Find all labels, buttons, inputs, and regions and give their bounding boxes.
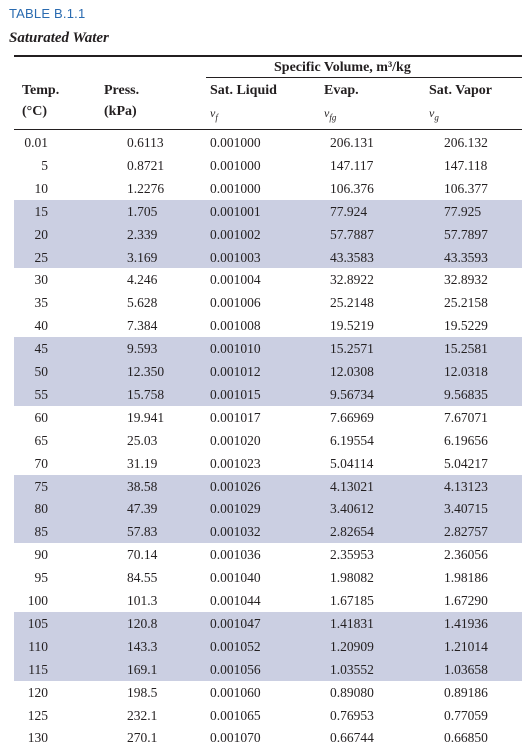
table-row xyxy=(14,315,522,337)
evap-cell: 12.0308 xyxy=(330,364,374,379)
table-row xyxy=(14,155,522,177)
sat-vapor-cell: 57.7897 xyxy=(444,226,488,242)
table-row xyxy=(14,269,522,291)
table-row xyxy=(14,407,522,429)
table-row xyxy=(14,453,522,475)
press-cell: 12.350 xyxy=(127,364,165,379)
table-row xyxy=(14,476,522,498)
press-cell: 270.1 xyxy=(127,730,158,746)
table-row xyxy=(14,361,522,383)
evap-cell: 0.76953 xyxy=(330,707,374,723)
temp-cell: 0.01 xyxy=(24,135,48,150)
table-title: Saturated Water xyxy=(9,30,109,46)
specific-volume-label: Specific Volume, m³/kg xyxy=(274,60,411,75)
temp-cell: 10 xyxy=(34,180,48,196)
evap-cell: 9.56734 xyxy=(330,386,374,402)
press-cell: 232.1 xyxy=(127,707,158,723)
press-cell: 0.8721 xyxy=(127,157,165,173)
table-row xyxy=(14,201,522,223)
table-row xyxy=(14,292,522,314)
temp-cell: 100 xyxy=(27,593,48,608)
sat-vapor-header: Sat. Vapor xyxy=(429,83,493,98)
temp-cell: 30 xyxy=(34,272,48,288)
sat-vapor-cell: 1.98186 xyxy=(444,570,488,586)
temp-cell: 50 xyxy=(34,364,48,379)
table-row xyxy=(14,567,522,589)
header-rule xyxy=(14,129,522,130)
temp-cell: 5 xyxy=(41,157,48,173)
sat-liquid-cell: 0.001000 xyxy=(210,180,261,196)
press-cell: 1.2276 xyxy=(127,180,165,196)
press-cell: 57.83 xyxy=(127,524,158,540)
table-row xyxy=(14,224,522,246)
table-row xyxy=(14,705,522,727)
sat-vapor-cell: 3.40715 xyxy=(444,501,488,517)
specific-volume-header xyxy=(274,60,411,76)
table-row xyxy=(14,636,522,658)
temp-cell: 70 xyxy=(34,455,48,471)
evap-cell: 206.131 xyxy=(330,135,374,150)
press-cell: 143.3 xyxy=(127,638,158,654)
press-cell: 2.339 xyxy=(127,226,158,242)
temp-cell: 35 xyxy=(34,295,48,311)
evap-cell: 147.117 xyxy=(330,157,374,173)
temp-cell: 105 xyxy=(27,615,48,631)
sat-liquid-header: Sat. Liquid xyxy=(210,83,277,98)
sat-vapor-cell: 43.3593 xyxy=(444,249,488,265)
temp-cell: 95 xyxy=(34,570,48,586)
sat-liquid-cell: 0.001002 xyxy=(210,226,261,242)
sat-liquid-cell: 0.001012 xyxy=(210,364,261,379)
press-cell: 120.8 xyxy=(127,615,158,631)
evap-cell: 19.5219 xyxy=(330,318,374,334)
evap-cell: 1.03552 xyxy=(330,661,374,677)
temp-cell: 115 xyxy=(28,661,48,677)
press-cell: 84.55 xyxy=(127,570,158,586)
evap-cell: 15.2571 xyxy=(330,341,374,357)
sat-vapor-cell: 0.77059 xyxy=(444,707,488,723)
press-cell: 3.169 xyxy=(127,249,158,265)
temp-cell: 125 xyxy=(27,707,48,723)
sat-liquid-cell: 0.001020 xyxy=(210,432,261,448)
temp-cell: 75 xyxy=(34,478,48,494)
press-header: Press. xyxy=(104,83,140,98)
sat-vapor-cell: 77.925 xyxy=(444,203,482,219)
sat-vapor-cell: 5.04217 xyxy=(444,455,488,471)
sat-liquid-cell: 0.001004 xyxy=(210,272,261,288)
sat-liquid-cell: 0.001029 xyxy=(210,501,261,517)
evap-cell: 5.04114 xyxy=(330,455,374,471)
sat-vapor-cell: 1.03658 xyxy=(444,661,488,677)
table-row xyxy=(14,430,522,452)
sat-liquid-cell: 0.001056 xyxy=(210,661,261,677)
evap-cell: 7.66969 xyxy=(330,409,374,425)
sat-liquid-cell: 0.001003 xyxy=(210,249,261,265)
sat-vapor-cell: 0.66850 xyxy=(444,730,488,746)
evap-cell: 0.89080 xyxy=(330,684,374,700)
press-cell: 7.384 xyxy=(127,318,158,334)
evap-cell: 1.20909 xyxy=(330,638,374,654)
sat-liquid-cell: 0.001006 xyxy=(210,295,261,311)
table-row xyxy=(14,247,522,269)
press-cell: 9.593 xyxy=(127,341,158,357)
sat-vapor-cell: 1.41936 xyxy=(444,615,488,631)
temp-cell: 130 xyxy=(27,730,48,746)
sat-liquid-cell: 0.001036 xyxy=(210,547,261,563)
sat-liquid-cell: 0.001000 xyxy=(210,135,261,150)
sat-liquid-cell: 0.001032 xyxy=(210,524,261,540)
table-row xyxy=(14,384,522,406)
temp-cell: 40 xyxy=(34,318,48,334)
sat-vapor-cell: 7.67071 xyxy=(444,409,488,425)
evap-cell: 106.376 xyxy=(330,180,374,196)
press-cell: 38.58 xyxy=(127,478,158,494)
press-cell: 1.705 xyxy=(127,203,158,219)
sat-liquid-cell: 0.001023 xyxy=(210,455,261,471)
sat-liquid-cell: 0.001026 xyxy=(210,478,261,494)
sat-vapor-cell: 1.21014 xyxy=(444,638,488,654)
sat-liquid-cell: 0.001010 xyxy=(210,341,261,357)
evap-header: Evap. xyxy=(324,83,359,98)
table-row xyxy=(14,132,522,154)
table-row xyxy=(14,544,522,566)
temp-cell: 20 xyxy=(34,226,48,242)
sat-vapor-symbol: $v_g$ xyxy=(429,106,439,123)
sat-vapor-cell: 19.5229 xyxy=(444,318,488,334)
evap-cell: 2.82654 xyxy=(330,524,374,540)
evap-cell: 1.67185 xyxy=(330,593,374,608)
press-cell: 4.246 xyxy=(127,272,158,288)
temp-cell: 25 xyxy=(34,249,48,265)
table-row xyxy=(14,338,522,360)
evap-cell: 3.40612 xyxy=(330,501,374,517)
press-cell: 198.5 xyxy=(127,684,158,700)
temp-cell: 45 xyxy=(34,341,48,357)
sat-vapor-cell: 6.19656 xyxy=(444,432,488,448)
table-row xyxy=(14,682,522,704)
temp-cell: 80 xyxy=(34,501,48,517)
press-cell: 25.03 xyxy=(127,432,158,448)
sat-vapor-cell: 12.0318 xyxy=(444,364,488,379)
sat-liquid-cell: 0.001047 xyxy=(210,615,261,631)
press-cell: 70.14 xyxy=(127,547,158,563)
sat-liquid-cell: 0.001044 xyxy=(210,593,261,608)
press-cell: 101.3 xyxy=(127,593,158,608)
temp-cell: 65 xyxy=(34,432,48,448)
table-row xyxy=(14,727,522,749)
table-row xyxy=(14,613,522,635)
evap-cell: 2.35953 xyxy=(330,547,374,563)
temp-cell: 85 xyxy=(34,524,48,540)
table-row xyxy=(14,659,522,681)
evap-cell: 57.7887 xyxy=(330,226,374,242)
sat-vapor-cell: 4.13123 xyxy=(444,478,488,494)
top-rule xyxy=(14,55,522,57)
evap-cell: 43.3583 xyxy=(330,249,374,265)
evap-cell: 1.41831 xyxy=(330,615,374,631)
evap-cell: 25.2148 xyxy=(330,295,374,311)
sat-liquid-cell: 0.001070 xyxy=(210,730,261,746)
sat-vapor-cell: 147.118 xyxy=(444,157,488,173)
temp-cell: 55 xyxy=(34,386,48,402)
evap-symbol: $v_{fg}$ xyxy=(324,106,337,123)
temp-header: Temp. xyxy=(22,83,60,98)
table-row xyxy=(14,498,522,520)
temp-cell: 90 xyxy=(34,547,48,563)
table-row xyxy=(14,178,522,200)
sat-liquid-cell: 0.001001 xyxy=(210,203,261,219)
press-cell: 31.19 xyxy=(127,455,158,471)
sat-liquid-cell: 0.001060 xyxy=(210,684,261,700)
table-number: TABLE B.1.1 xyxy=(9,6,86,21)
sat-vapor-cell: 15.2581 xyxy=(444,341,488,357)
press-cell: 5.628 xyxy=(127,295,158,311)
press-cell: 169.1 xyxy=(127,661,158,677)
table-row xyxy=(14,590,522,612)
press-cell: 47.39 xyxy=(127,501,158,517)
sat-vapor-cell: 206.132 xyxy=(444,135,488,150)
specific-volume-span-rule xyxy=(206,77,522,78)
sat-liquid-cell: 0.001008 xyxy=(210,318,261,334)
temp-unit: (°C) xyxy=(22,104,48,119)
sat-liquid-symbol: $v_f$ xyxy=(210,106,218,123)
sat-vapor-cell: 32.8932 xyxy=(444,272,488,288)
sat-liquid-cell: 0.001052 xyxy=(210,638,261,654)
evap-cell: 0.66744 xyxy=(330,730,374,746)
sat-vapor-cell: 0.89186 xyxy=(444,684,488,700)
evap-cell: 6.19554 xyxy=(330,432,374,448)
evap-cell: 32.8922 xyxy=(330,272,374,288)
temp-cell: 120 xyxy=(27,684,48,700)
press-unit: (kPa) xyxy=(104,104,137,119)
sat-liquid-cell: 0.001015 xyxy=(210,386,261,402)
press-cell: 19.941 xyxy=(127,409,165,425)
sat-vapor-cell: 106.377 xyxy=(444,180,488,196)
sat-vapor-cell: 25.2158 xyxy=(444,295,488,311)
evap-cell: 77.924 xyxy=(330,203,368,219)
sat-vapor-cell: 2.36056 xyxy=(444,547,488,563)
sat-liquid-cell: 0.001000 xyxy=(210,157,261,173)
table-row xyxy=(14,521,522,543)
sat-liquid-cell: 0.001017 xyxy=(210,409,261,425)
press-cell: 15.758 xyxy=(127,386,165,402)
sat-vapor-cell: 9.56835 xyxy=(444,386,488,402)
sat-liquid-cell: 0.001065 xyxy=(210,707,261,723)
evap-cell: 4.13021 xyxy=(330,478,374,494)
sat-vapor-cell: 2.82757 xyxy=(444,524,488,540)
press-cell: 0.6113 xyxy=(127,135,164,150)
temp-cell: 60 xyxy=(34,409,48,425)
sat-liquid-cell: 0.001040 xyxy=(210,570,261,586)
temp-cell: 15 xyxy=(34,203,48,219)
temp-cell: 110 xyxy=(28,638,48,654)
evap-cell: 1.98082 xyxy=(330,570,374,586)
sat-vapor-cell: 1.67290 xyxy=(444,593,488,608)
